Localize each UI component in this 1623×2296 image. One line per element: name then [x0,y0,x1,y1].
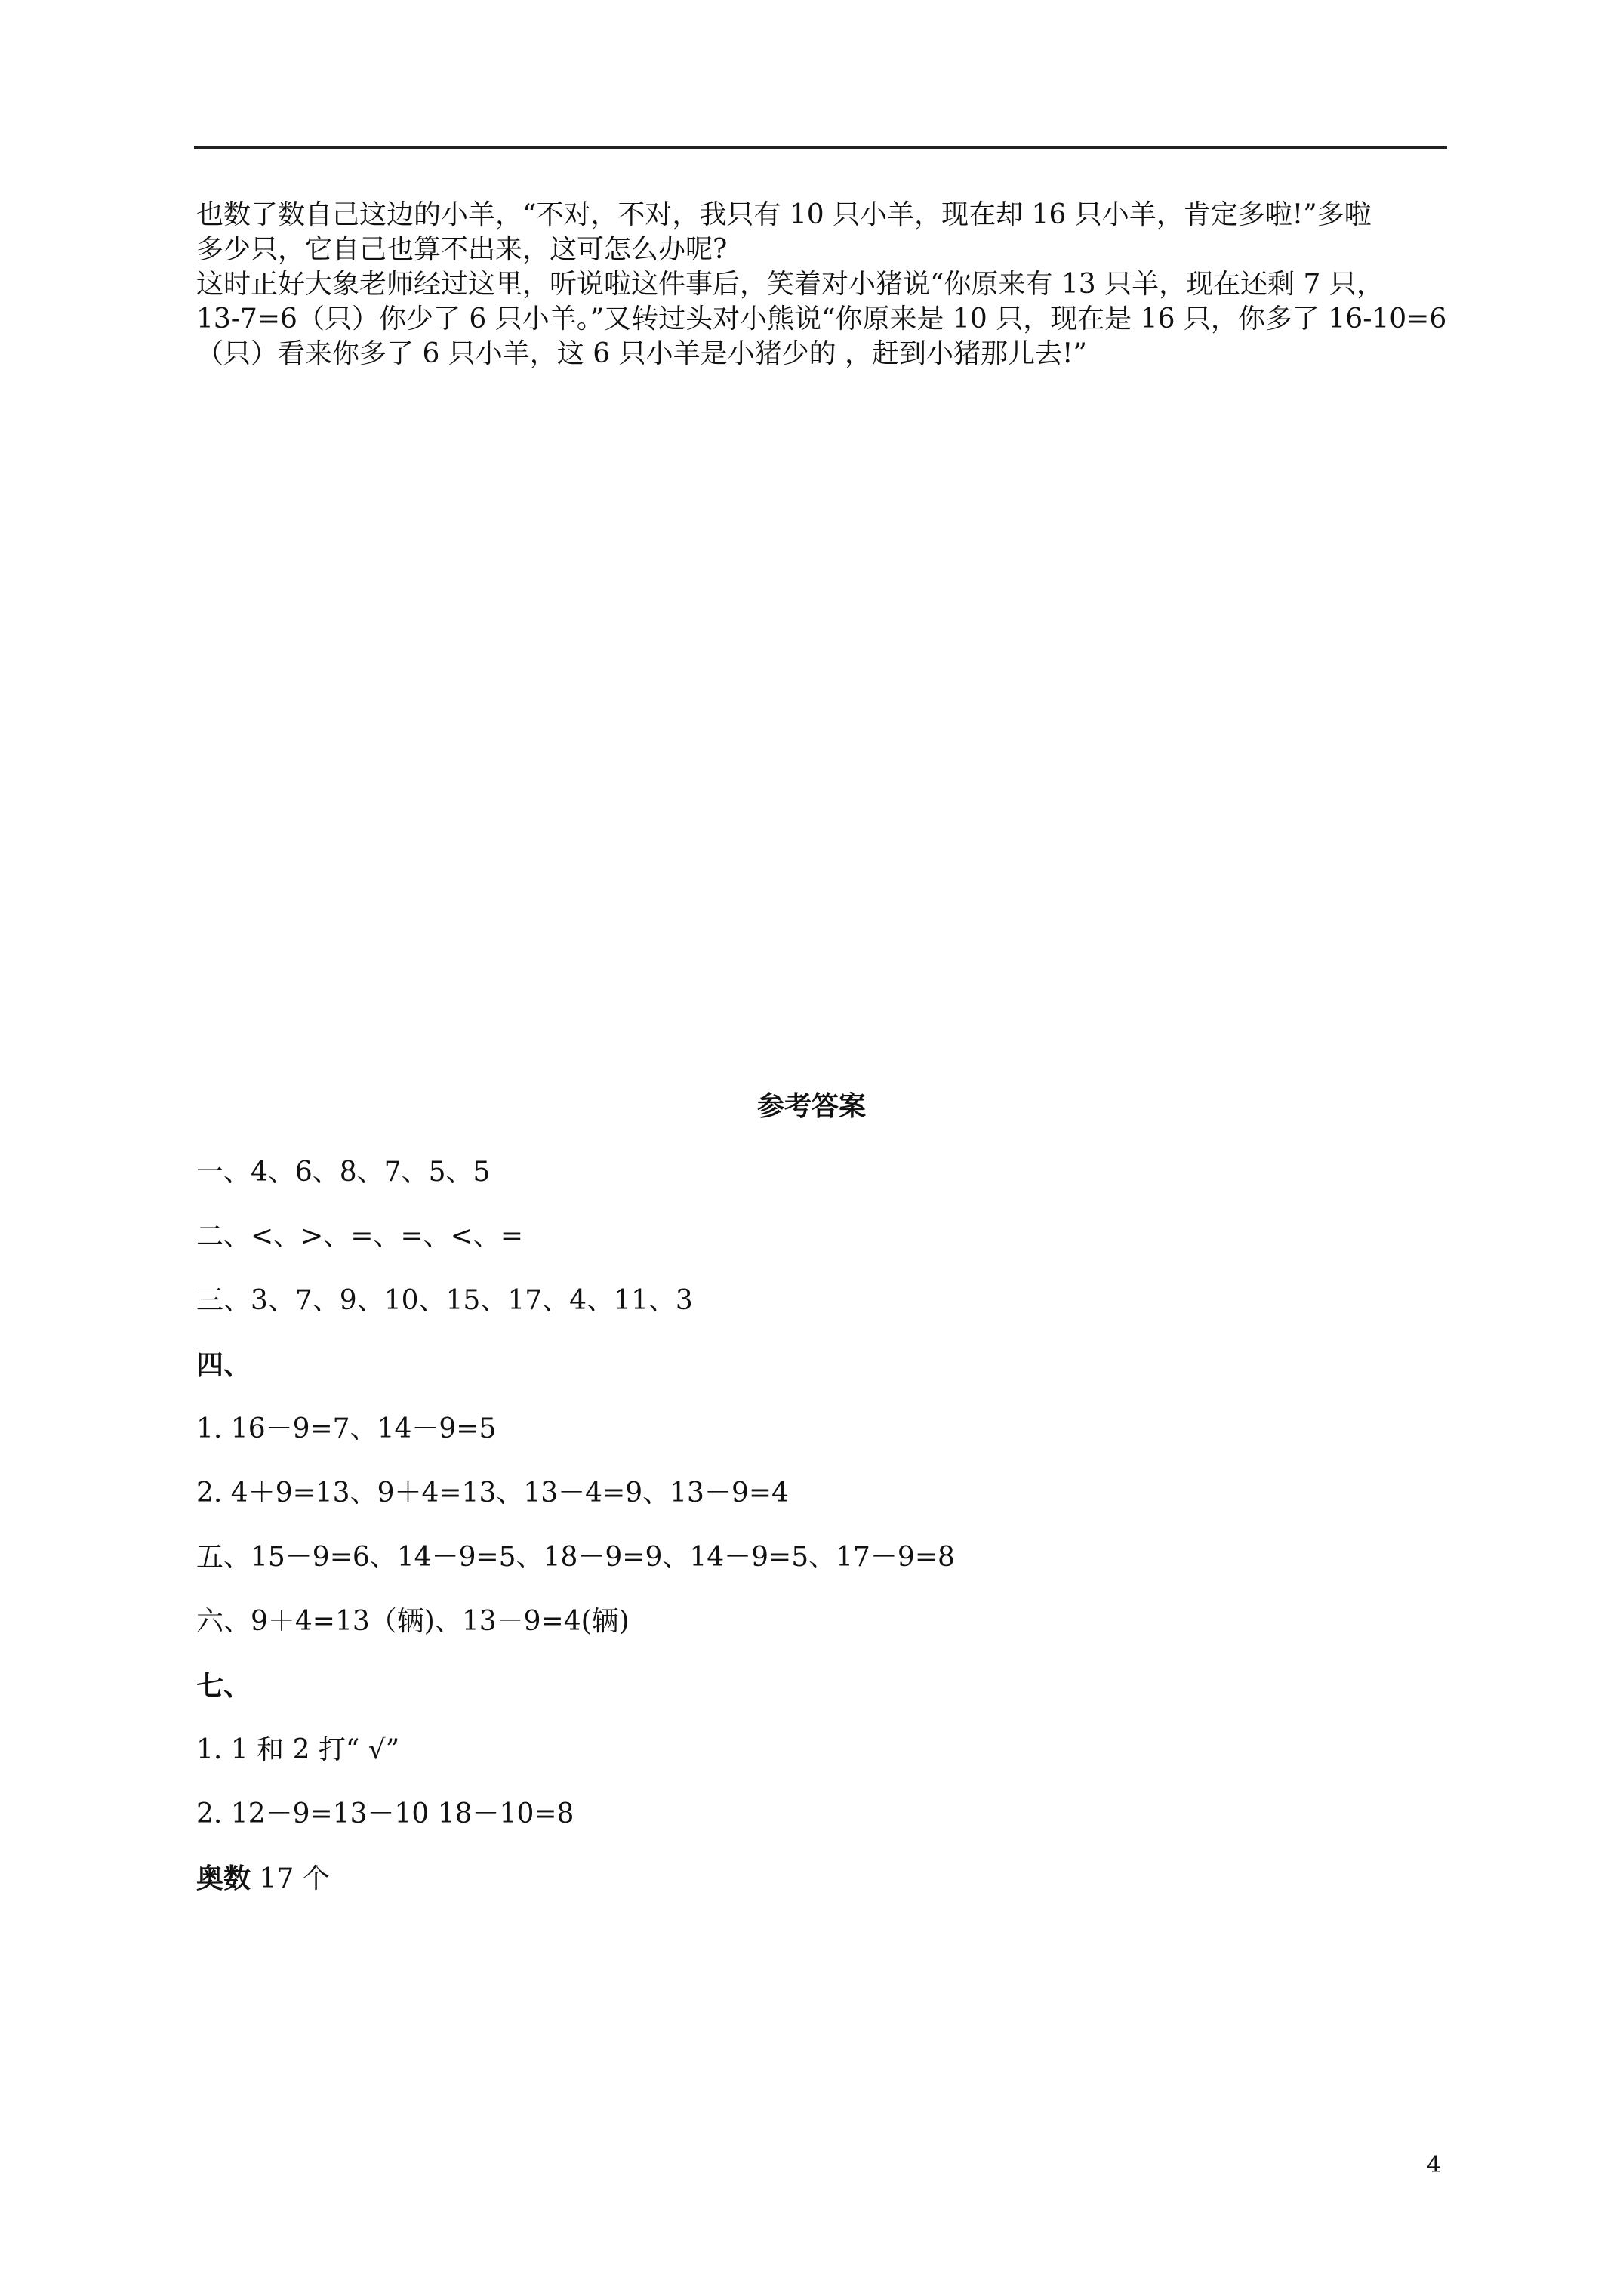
answer-line: 五、15－9=6、14－9=5、18－9=9、14－9=5、17－9=8 [196,1542,955,1573]
answer-line: 三、3、7、9、10、15、17、4、11、3 [196,1285,693,1316]
page-number: 4 [1427,2152,1442,2178]
answer-line: 2. 4＋9=13、9＋4=13、13－4=9、13－9=4 [196,1478,789,1509]
answer-section-heading: 四、 [196,1349,251,1381]
story-line: 这时正好大象老师经过这里，听说啦这件事后，笑着对小猪说“你原来有 13 只羊，现在还剩 7 只， [196,269,1384,300]
story-line: 也数了数自己这边的小羊，“不对，不对，我只有 10 只小羊，现在却 16 只小羊，肯定多啦!”多啦 [196,199,1372,230]
answer-section-heading: 七、 [196,1670,251,1702]
olympiad-answer [196,1861,1449,1925]
olympiad-label: 奥数 [196,1863,251,1894]
answer-line: 2. 12－9=13－10 18－10=8 [196,1798,574,1829]
answer-line: 六、9＋4=13（辆)、13－9=4(辆) [196,1606,630,1637]
answer-line: 一、4、6、8、7、5、5 [196,1157,491,1188]
answer-key-title: 参考答案 [756,1090,866,1122]
story-line: 多少只，它自己也算不出来，这可怎么办呢? [196,234,728,265]
story-text [196,198,1449,371]
olympiad-value: 17 个 [259,1863,330,1894]
story-line: （只）看来你多了 6 只小羊，这 6 只小羊是小猪少的 ，赶到小猪那儿去!” [196,338,1087,369]
answer-line: 1. 16－9=7、14－9=5 [196,1413,497,1444]
answer-line: 1. 1 和 2 打“ √” [196,1734,400,1765]
story-line: 13-7=6（只）你少了 6 只小羊。”又转过头对小熊说“你原来是 10 只，现在是 16 只，你多了 16-10=6 [196,304,1447,334]
answer-key [196,1155,1449,1925]
header-rule [194,146,1447,149]
answer-line: 二、<、>、=、=、<、= [196,1221,523,1252]
